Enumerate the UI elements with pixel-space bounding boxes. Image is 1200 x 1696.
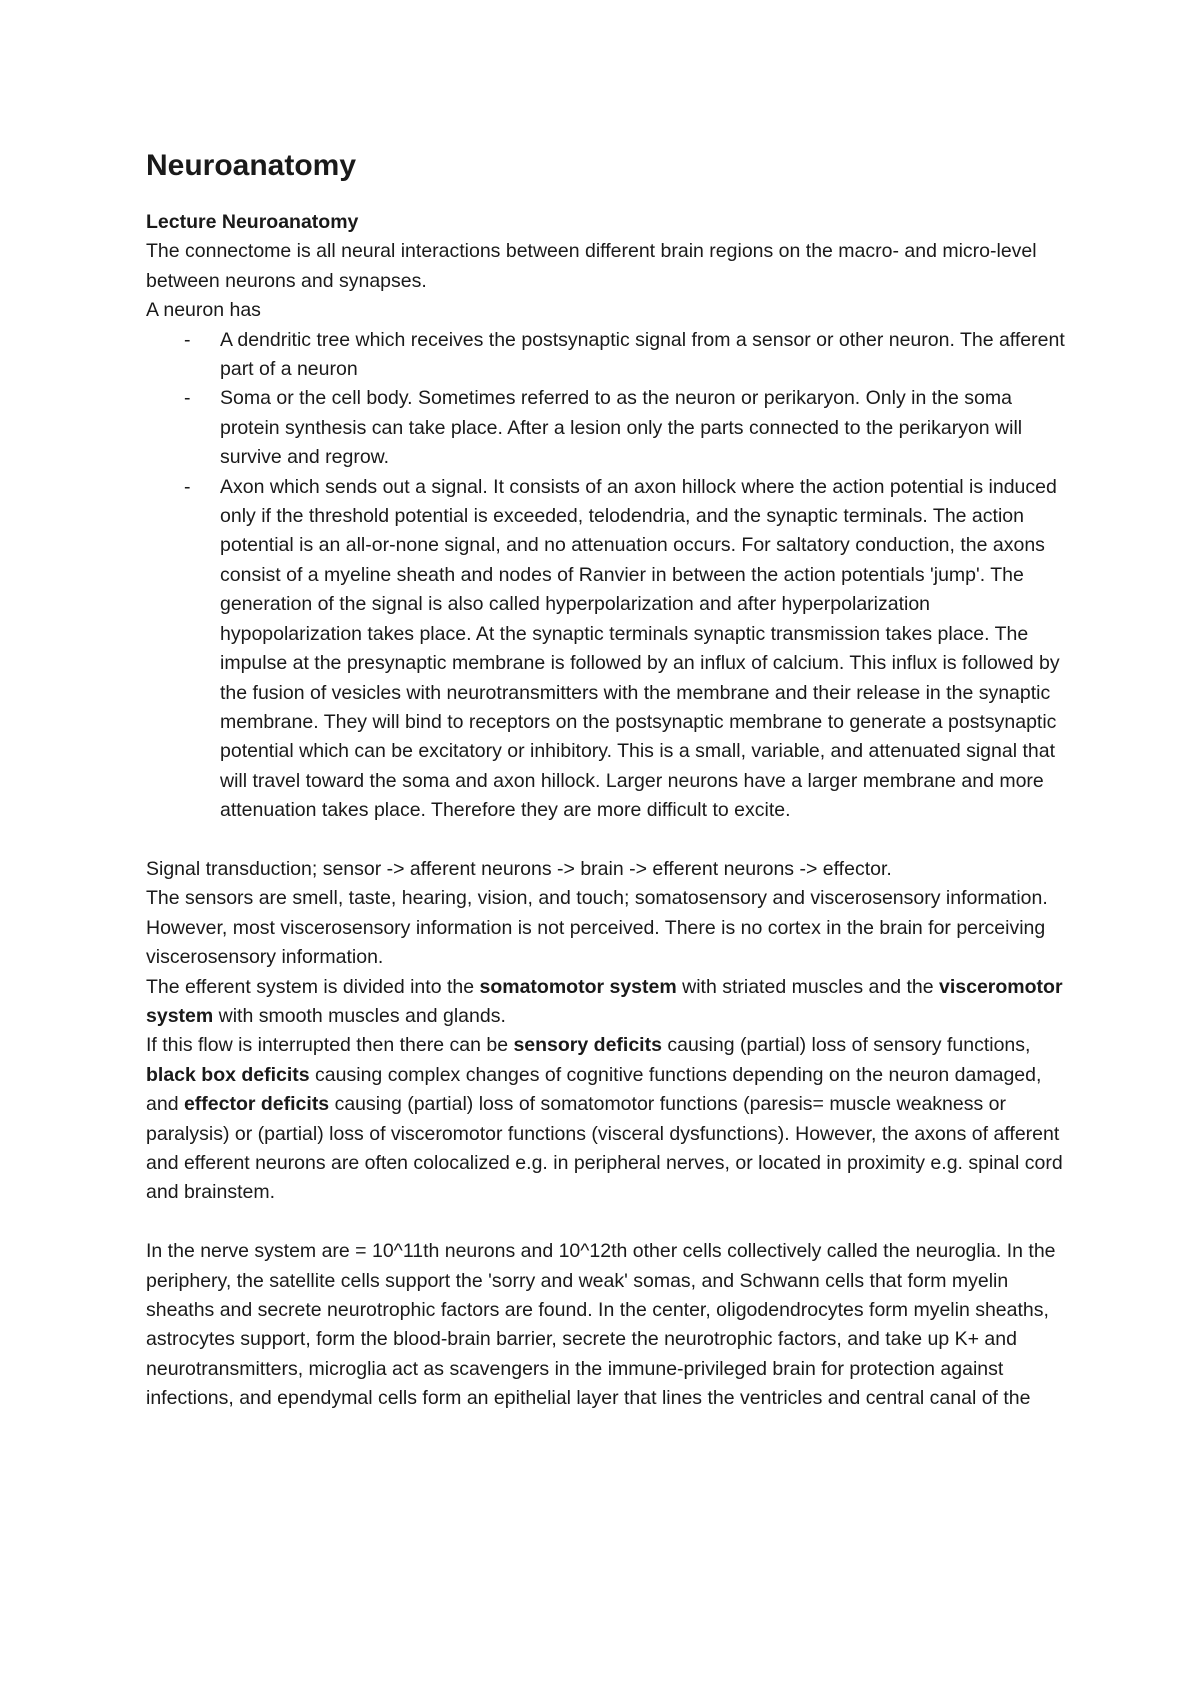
sensors-paragraph: The sensors are smell, taste, hearing, vision, and touch; somatosensory and viscerosensory information. However, most viscerosensory information is not perceived. There is no cortex in the brain for perceiving viscerosensory information. xyxy=(146,887,1048,969)
neuron-has-line: A neuron has xyxy=(146,299,261,322)
signal-transduction-line: Signal transduction; sensor -> afferent neurons -> brain -> efferent neurons -> effector. xyxy=(146,857,892,880)
document-title: Neuroanatomy xyxy=(146,149,357,182)
section-heading: Lecture Neuroanatomy xyxy=(146,211,359,233)
efferent-text-3: with smooth muscles and glands. xyxy=(213,1004,506,1027)
list-item xyxy=(146,473,1076,826)
deficits-paragraph xyxy=(146,1031,1076,1207)
black-box-deficits-term: black box deficits xyxy=(146,1063,310,1086)
list-item-text: A dendritic tree which receives the postsynaptic signal from a sensor or other neuron. The afferent part of a neuron xyxy=(220,328,1065,381)
sensory-deficits-term: sensory deficits xyxy=(513,1034,662,1057)
deficits-text-4: causing (partial) loss of somatomotor functions (paresis= muscle weakness or paralysis) or (partial) loss of visceromotor functions (visceral dysfunctions). However, the axons of afferent and efferent neurons are often colocalized e.g. in peripheral nerves, or located in proximity e.g. spinal cord and brainstem. xyxy=(146,1093,1063,1204)
effector-deficits-term: effector deficits xyxy=(183,1093,330,1116)
bullet-dash: - xyxy=(184,328,191,351)
list-item-text: Soma or the cell body. Sometimes referred to as the neuron or perikaryon. Only in the soma protein synthesis can take place. After a lesion only the parts connected to the perikaryon will survive and regrow. xyxy=(220,387,1023,469)
bullet-dash: - xyxy=(184,387,191,410)
intro-paragraph: The connectome is all neural interactions between different brain regions on the macro- and micro-level between neurons and synapses. xyxy=(146,240,1037,292)
paragraph-gap xyxy=(146,826,1076,855)
paragraph-gap xyxy=(146,1208,1076,1237)
deficits-text-3: causing complex changes of cognitive functions depending on the neuron damaged, and xyxy=(146,1063,1042,1116)
list-item xyxy=(146,326,1076,385)
nerve-system-paragraph: In the nerve system are = 10^11th neurons and 10^12th other cells collectively called the neuroglia. In the periphery, the satellite cells support the 'sorry and weak' somas, and Schwann cells that form myelin sheaths and secrete neurotrophic factors are found. In the center, oligodendrocytes form myelin sheaths, astrocytes support, form the blood-brain barrier, secrete the neurotrophic factors, and take up K+ and neurotransmitters, microglia act as scavengers in the immune-privileged brain for protection against infections, and ependymal cells form an epithelial layer that lines the ventricles and central canal of the xyxy=(146,1240,1056,1410)
somatomotor-term: somatomotor system xyxy=(479,975,677,998)
deficits-text-2: causing (partial) loss of sensory functions, xyxy=(661,1034,1031,1057)
list-item xyxy=(146,384,1076,472)
deficits-text-1: If this flow is interrupted then there can be xyxy=(146,1034,514,1057)
visceromotor-term: visceromotor system xyxy=(146,975,1063,1027)
document-page xyxy=(146,144,1076,1414)
efferent-paragraph xyxy=(146,973,1076,1032)
list-item-text: Axon which sends out a signal. It consists of an axon hillock where the action potential is induced only if the threshold potential is exceeded, telodendria, and the synaptic terminals. The action potential is an all-or-none signal, and no attenuation occurs. For saltatory conduction, the axons consist of a myeline sheath and nodes of Ranvier in between the action potentials 'jump'. The generation of the signal is also called hyperpolarization and after hyperpolarization hypopolarization takes place. At the synaptic terminals synaptic transmission takes place. The impulse at the presynaptic membrane is followed by an influx of calcium. This influx is followed by the fusion of vesicles with neurotransmitters with the membrane and their release in the synaptic membrane. They will bind to receptors on the postsynaptic membrane to generate a postsynaptic potential which can be excitatory or inhibitory. This is a small, variable, and attenuated signal that will travel toward the soma and axon hillock. Larger neurons have a larger membrane and more attenuation takes place. Therefore they are more difficult to excite. xyxy=(220,475,1060,822)
efferent-text-2: with striated muscles and the xyxy=(676,975,939,998)
bullet-dash: - xyxy=(184,475,191,498)
neuron-parts-list xyxy=(146,326,1076,826)
efferent-text-1: The efferent system is divided into the xyxy=(146,975,480,998)
